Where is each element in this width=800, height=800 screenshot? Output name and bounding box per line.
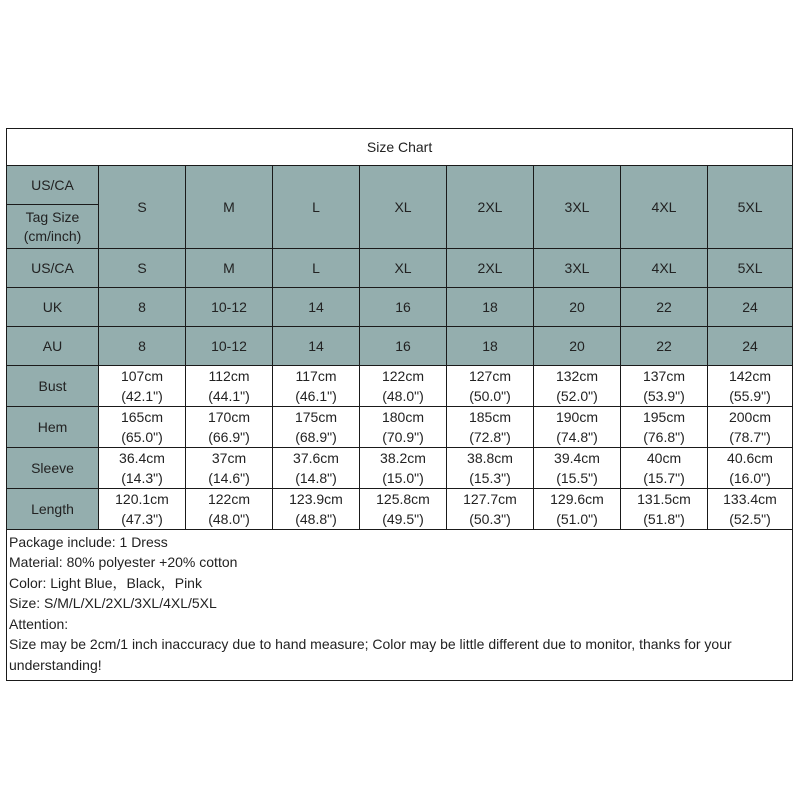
note-material: Material: 80% polyester +20% cotton (9, 554, 238, 571)
conversion-row-au (7, 327, 793, 366)
inch-value: (65.0") (121, 428, 163, 445)
us-ca-label: US/CA (7, 166, 99, 205)
inch-value: (14.6") (208, 469, 250, 486)
cm-value: 131.5cm (637, 490, 691, 507)
tag-size-label-line2: (cm/inch) (23, 227, 82, 244)
measure-cell (360, 365, 447, 406)
note-accuracy: Size may be 2cm/1 inch inaccuracy due to hand measure; Color may be little different due to monitor, thanks for your (9, 636, 732, 653)
measure-cell (708, 488, 793, 529)
note-size: Size: S/M/L/XL/2XL/3XL/4XL/5XL (9, 595, 217, 612)
cell: XL (360, 249, 447, 288)
note-understanding: understanding! (9, 657, 102, 674)
measure-cell (273, 365, 360, 406)
measure-cell (186, 488, 273, 529)
inch-value: (51.8") (643, 510, 685, 527)
cell: 2XL (447, 249, 534, 288)
inch-value: (15.3") (469, 469, 511, 486)
tag-size-m: M (186, 166, 273, 249)
cm-value: 37cm (211, 449, 247, 466)
inch-value: (15.0") (382, 469, 424, 486)
cell: 20 (534, 327, 621, 366)
inch-value: (51.0") (556, 510, 598, 527)
cell: 5XL (708, 249, 793, 288)
row-label: UK (7, 288, 99, 327)
cm-value: 129.6cm (550, 490, 604, 507)
cm-value: 117cm (295, 367, 337, 384)
row-label: AU (7, 327, 99, 366)
cm-value: 132cm (555, 367, 599, 384)
cm-value: 195cm (642, 408, 686, 425)
tag-size-l: L (273, 166, 360, 249)
measure-row-bust (7, 365, 793, 406)
cell: 8 (99, 327, 186, 366)
row-label: US/CA (7, 249, 99, 288)
measure-cell (621, 488, 708, 529)
cm-value: 200cm (728, 408, 772, 425)
cell: 10-12 (186, 327, 273, 366)
cm-value: 180cm (381, 408, 425, 425)
inch-value: (53.9") (643, 387, 685, 404)
tag-size-5xl: 5XL (708, 166, 793, 249)
inch-value: (70.9") (382, 428, 424, 445)
cell: 4XL (621, 249, 708, 288)
cell: 8 (99, 288, 186, 327)
measure-cell (708, 365, 793, 406)
tag-size-3xl: 3XL (534, 166, 621, 249)
inch-value: (76.8") (643, 428, 685, 445)
measure-cell (534, 488, 621, 529)
measure-cell (360, 488, 447, 529)
measure-cell (621, 406, 708, 447)
cm-value: 39.4cm (554, 449, 600, 466)
row-label: Length (7, 488, 99, 529)
cell: 16 (360, 288, 447, 327)
measure-row-sleeve (7, 447, 793, 488)
tag-size-4xl: 4XL (621, 166, 708, 249)
cm-value: 38.8cm (467, 449, 513, 466)
measure-cell (273, 488, 360, 529)
cm-value: 185cm (468, 408, 512, 425)
measure-cell (99, 488, 186, 529)
measure-cell (99, 365, 186, 406)
measure-cell (273, 406, 360, 447)
measure-cell (708, 406, 793, 447)
cell: 18 (447, 327, 534, 366)
inch-value: (74.8") (556, 428, 598, 445)
inch-value: (15.5") (556, 469, 598, 486)
measure-cell (447, 406, 534, 447)
cm-value: 120.1cm (115, 490, 169, 507)
cell: 20 (534, 288, 621, 327)
inch-value: (55.9") (729, 387, 771, 404)
cm-value: 36.4cm (119, 449, 165, 466)
cm-value: 38.2cm (380, 449, 426, 466)
product-notes (6, 530, 793, 681)
inch-value: (48.0") (382, 387, 424, 404)
cm-value: 122cm (207, 490, 251, 507)
tag-size-2xl: 2XL (447, 166, 534, 249)
inch-value: (68.9") (295, 428, 337, 445)
inch-value: (52.0") (556, 387, 598, 404)
cell: M (186, 249, 273, 288)
measure-cell (708, 447, 793, 488)
inch-value: (47.3") (121, 510, 163, 527)
inch-value: (50.0") (469, 387, 511, 404)
cell: 16 (360, 327, 447, 366)
inch-value: (14.8") (295, 469, 337, 486)
measure-cell (447, 447, 534, 488)
cm-value: 123.9cm (289, 490, 343, 507)
cm-value: 190cm (555, 408, 599, 425)
cell: L (273, 249, 360, 288)
inch-value: (46.1") (295, 387, 337, 404)
inch-value: (14.3") (121, 469, 163, 486)
measure-cell (360, 406, 447, 447)
size-chart-sheet (6, 128, 792, 681)
inch-value: (72.8") (469, 428, 511, 445)
inch-value: (42.1") (121, 387, 163, 404)
measure-cell (186, 406, 273, 447)
inch-value: (78.7") (729, 428, 771, 445)
cm-value: 107cm (120, 367, 164, 384)
measure-cell (621, 447, 708, 488)
row-label: Bust (7, 365, 99, 406)
inch-value: (49.5") (382, 510, 424, 527)
note-color: Color: Light Blue，Black，Pink (9, 574, 202, 591)
cm-value: 175cm (294, 408, 338, 425)
measure-cell (273, 447, 360, 488)
measure-cell (99, 447, 186, 488)
inch-value: (50.3") (469, 510, 511, 527)
measure-cell (447, 365, 534, 406)
measure-row-hem (7, 406, 793, 447)
cell: 18 (447, 288, 534, 327)
cell: 22 (621, 327, 708, 366)
cell: 10-12 (186, 288, 273, 327)
cm-value: 122cm (381, 367, 425, 384)
size-chart-title: Size Chart (7, 129, 793, 166)
inch-value: (44.1") (208, 387, 250, 404)
inch-value: (66.9") (208, 428, 250, 445)
measure-cell (186, 447, 273, 488)
inch-value: (15.7") (643, 469, 685, 486)
conversion-row-us-ca (7, 249, 793, 288)
tag-size-label (7, 205, 99, 249)
inch-value: (16.0") (729, 469, 771, 486)
measure-cell (621, 365, 708, 406)
measure-cell (534, 406, 621, 447)
inch-value: (48.0") (208, 510, 250, 527)
inch-value: (48.8") (295, 510, 337, 527)
size-chart-table (6, 128, 793, 366)
cm-value: 40.6cm (727, 449, 773, 466)
cm-value: 127cm (468, 367, 512, 384)
cm-value: 37.6cm (293, 449, 339, 466)
note-attention: Attention: (9, 615, 69, 632)
measure-cell (360, 447, 447, 488)
tag-size-s: S (99, 166, 186, 249)
measure-cell (186, 365, 273, 406)
measurements-table (6, 365, 793, 530)
cm-value: 142cm (728, 367, 772, 384)
cm-value: 133.4cm (723, 490, 777, 507)
measure-cell (447, 488, 534, 529)
tag-size-xl: XL (360, 166, 447, 249)
conversion-row-uk (7, 288, 793, 327)
note-package: Package include: 1 Dress (9, 533, 168, 550)
cell: 24 (708, 327, 793, 366)
inch-value: (52.5") (729, 510, 771, 527)
row-label: Hem (7, 406, 99, 447)
measure-cell (534, 365, 621, 406)
measure-cell (534, 447, 621, 488)
cm-value: 125.8cm (376, 490, 430, 507)
cm-value: 165cm (120, 408, 164, 425)
cell: 22 (621, 288, 708, 327)
cell: 14 (273, 288, 360, 327)
cm-value: 112cm (208, 367, 250, 384)
cell: 14 (273, 327, 360, 366)
tag-size-label-line1: Tag Size (25, 208, 80, 225)
cm-value: 127.7cm (463, 490, 517, 507)
measure-cell (99, 406, 186, 447)
measure-row-length (7, 488, 793, 529)
cell: 3XL (534, 249, 621, 288)
cm-value: 137cm (642, 367, 686, 384)
cell: S (99, 249, 186, 288)
cm-value: 40cm (646, 449, 682, 466)
row-label: Sleeve (7, 447, 99, 488)
cm-value: 170cm (207, 408, 251, 425)
cell: 24 (708, 288, 793, 327)
